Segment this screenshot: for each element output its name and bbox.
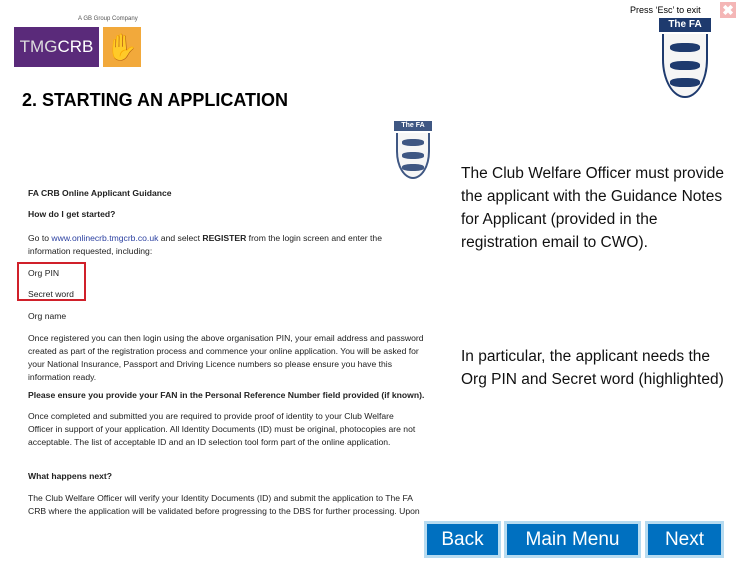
doc-paragraph-line: Once completed and submitted you are required to provide proof of identity to your Club Welfare xyxy=(28,411,394,421)
fa-crest-small xyxy=(394,121,432,179)
gb-group-tag: A GB Group Company xyxy=(78,16,138,22)
logo-crb: CRB xyxy=(57,37,94,56)
three-lions-icon xyxy=(396,133,430,179)
doc-paragraph-line: Once registered you can then login using the above organisation PIN, your email address and password xyxy=(28,333,424,343)
close-icon[interactable]: ✖ xyxy=(720,2,736,18)
fa-crest-logo xyxy=(659,18,711,98)
doc-goto-line xyxy=(28,233,382,243)
back-button[interactable]: Back xyxy=(424,521,501,558)
three-lions-icon xyxy=(662,34,708,98)
doc-paragraph-line: your National Insurance, Passport and Driving Licence numbers so please ensure you have this xyxy=(28,359,393,369)
doc-paragraph-line: acceptable. The list of acceptable ID and an ID selection tool form part of the online application. xyxy=(28,437,391,447)
fa-label: The FA xyxy=(659,18,711,32)
page-title: 2. STARTING AN APPLICATION xyxy=(22,90,289,110)
doc-fan-note: Please ensure you provide your FAN in the Personal Reference Number field provided (if known). xyxy=(28,390,425,400)
logo-tmg: TMG xyxy=(19,37,58,56)
doc-heading: FA CRB Online Applicant Guidance xyxy=(28,188,172,198)
text: and select xyxy=(158,233,203,243)
doc-paragraph-line: The Club Welfare Officer will verify your Identity Documents (ID) and submit the application to The FA xyxy=(28,493,413,503)
next-button[interactable]: Next xyxy=(645,521,724,558)
doc-paragraph-line: CRB where the application will be validated before progressing to the DBS for further processing. Upon xyxy=(28,506,420,516)
fa-label-small: The FA xyxy=(394,121,432,131)
text: from the login screen and enter the xyxy=(246,233,382,243)
registration-link[interactable]: www.onlinecrb.tmgcrb.co.uk xyxy=(51,233,159,243)
side-note-2: In particular, the applicant needs the Org PIN and Secret word (highlighted) xyxy=(461,348,724,388)
side-note-1: The Club Welfare Officer must provide the applicant with the Guidance Notes for Applicant (provided in the registration email to CWO). xyxy=(461,165,725,251)
doc-org-pin: Org PIN xyxy=(28,268,60,278)
main-menu-button[interactable]: Main Menu xyxy=(504,521,641,558)
doc-org-name: Org name xyxy=(28,311,67,321)
doc-paragraph-line: information ready. xyxy=(28,372,97,382)
tmgcrb-logo xyxy=(14,27,99,67)
doc-paragraph-line: Officer in support of your application. All Identity Documents (ID) must be original, photocopies are not xyxy=(28,424,416,434)
doc-info-line: information requested, including: xyxy=(28,246,153,256)
doc-question-1: How do I get started? xyxy=(28,209,116,219)
doc-secret-word: Secret word xyxy=(28,289,74,299)
doc-paragraph-line: created as part of the registration process and commence your online application. You will be asked for xyxy=(28,346,419,356)
hand-logo-icon: ✋ xyxy=(103,27,141,67)
highlight-box xyxy=(17,262,86,301)
doc-question-2: What happens next? xyxy=(28,471,113,481)
esc-hint: Press ‘Esc’ to exit xyxy=(630,5,701,15)
text: Go to xyxy=(28,233,52,243)
register-text: REGISTER xyxy=(202,233,247,243)
